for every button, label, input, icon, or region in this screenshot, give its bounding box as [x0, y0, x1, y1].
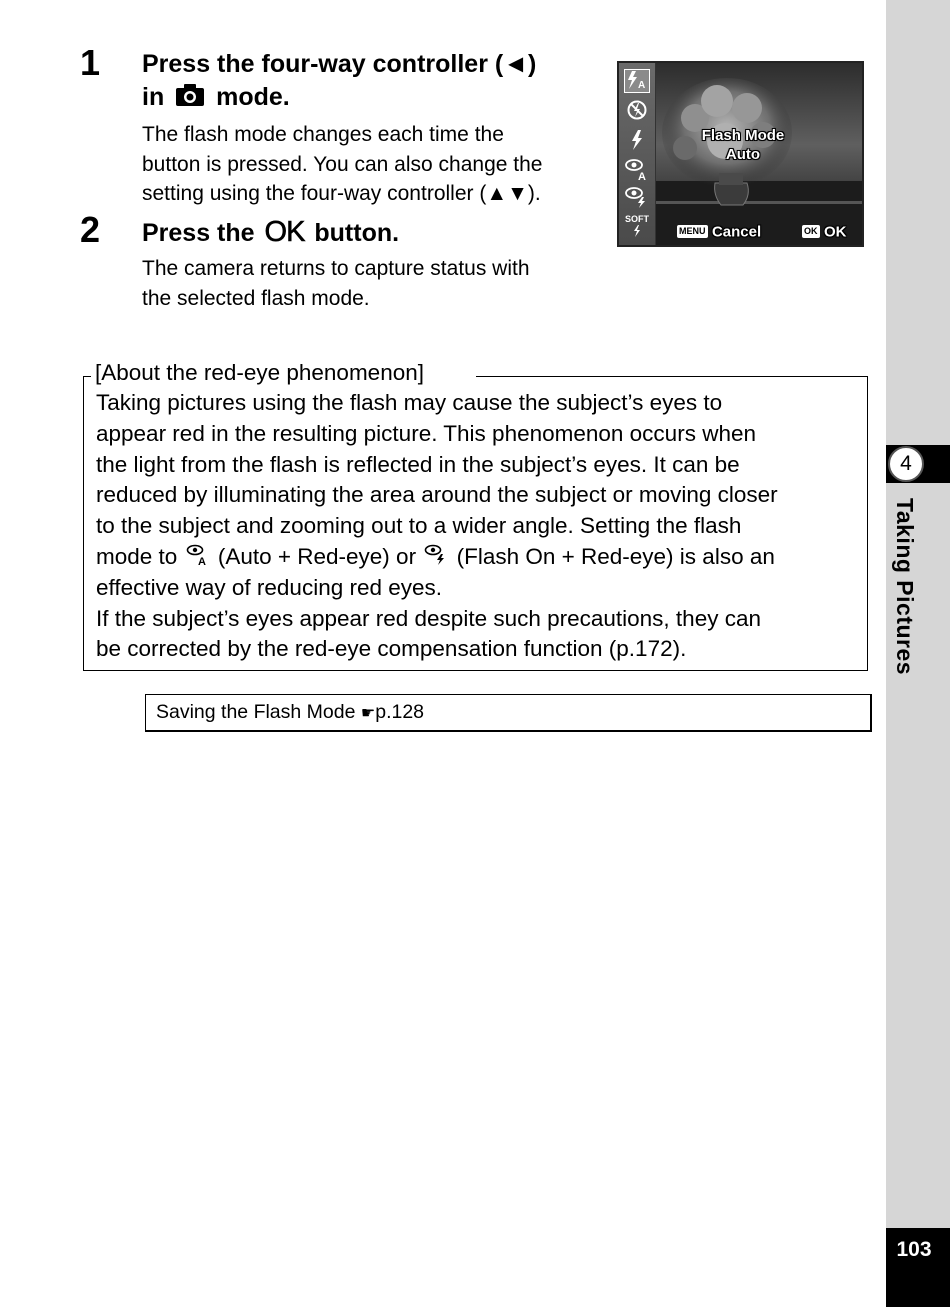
step-2-body	[142, 254, 530, 313]
red-eye-mode-line-post: (Flash On + Red-eye) is also an	[456, 543, 775, 569]
cross-reference-label: Saving the Flash Mode	[156, 701, 356, 723]
camera-lcd-screenshot	[617, 61, 864, 247]
pointing-hand-icon: ☛	[360, 705, 376, 722]
red-eye-note-line: reduced by illuminating the area around the subject or moving closer	[96, 482, 778, 508]
red-eye-note-mode-line	[96, 542, 862, 573]
cross-reference-page: p.128	[375, 701, 425, 723]
svg-text:A: A	[638, 171, 646, 181]
chapter-title: Taking Pictures	[892, 498, 918, 676]
step-1-body-line: setting using the four-way controller (▲▼).	[142, 182, 541, 205]
flash-on-red-eye-icon[interactable]	[624, 185, 650, 209]
page-number: 103	[896, 1238, 932, 1261]
cross-reference-text[interactable]	[156, 700, 424, 726]
red-eye-note-line: the light from the flash is reflected in the subject’s eyes. It can be	[96, 451, 740, 477]
menu-cancel-hint[interactable]	[677, 223, 761, 241]
red-eye-note-title: [About the red-eye phenomenon]	[95, 359, 428, 387]
cross-reference-box	[145, 694, 872, 732]
step-1-heading-mode: mode.	[216, 83, 290, 111]
flash-mode-icon-column	[619, 63, 656, 245]
red-eye-note-line: effective way of reducing red eyes.	[96, 574, 443, 600]
step-1-body	[142, 120, 542, 209]
step-2-heading-pre: Press the	[142, 219, 255, 247]
red-eye-note-line: If the subject’s eyes appear red despite such precautions, they can	[96, 605, 761, 631]
red-eye-box-top-right-border	[476, 376, 868, 377]
svg-text:A: A	[197, 556, 206, 567]
flash-auto-icon[interactable]	[624, 69, 650, 93]
step-2-number: 2	[80, 209, 101, 250]
step-1-body-line: button is pressed. You can also change the	[142, 152, 543, 176]
step-1-number: 1	[80, 42, 101, 83]
soft-flash-icon[interactable]	[624, 213, 650, 237]
flash-on-red-eye-icon	[424, 544, 448, 566]
ok-button-label: OK	[264, 216, 305, 248]
flash-mode-value: Auto	[725, 146, 761, 163]
soft-flash-label: SOFT	[625, 214, 649, 224]
ok-label: OK	[823, 223, 847, 241]
chapter-number: 4	[888, 446, 924, 482]
step-2-heading-post: button.	[314, 219, 400, 247]
step-2-heading	[142, 216, 399, 250]
flash-off-icon[interactable]	[624, 99, 650, 123]
red-eye-mode-line-pre: mode to	[96, 543, 178, 569]
red-eye-mode-line-mid: (Auto + Red-eye) or	[217, 543, 417, 569]
red-eye-note-text	[96, 388, 862, 665]
step-1-heading-in: in	[142, 83, 165, 111]
auto-red-eye-icon	[186, 544, 210, 566]
step-1-heading-line2	[142, 81, 536, 114]
red-eye-note-line: Taking pictures using the flash may cause the subject’s eyes to	[96, 390, 723, 415]
flash-mode-overlay-label: Flash Mode	[701, 127, 785, 144]
step-2-body-line: The camera returns to capture status with	[142, 257, 530, 280]
red-eye-note-line: be corrected by the red-eye compensation function (p.172).	[96, 636, 687, 662]
ok-button-tag: OK	[804, 226, 818, 237]
svg-text:A: A	[638, 80, 646, 90]
step-1-body-line: The flash mode changes each time the	[142, 123, 504, 146]
red-eye-box-top-left-border	[83, 376, 91, 377]
camera-icon	[175, 83, 205, 107]
red-eye-note-line: appear red in the resulting picture. This phenomenon occurs when	[96, 420, 756, 446]
step-2-body-line: the selected flash mode.	[142, 286, 370, 310]
ok-confirm-hint[interactable]	[802, 223, 846, 241]
cancel-label: Cancel	[711, 223, 762, 241]
auto-red-eye-icon[interactable]	[624, 157, 650, 181]
step-1-heading-line1: Press the four-way controller (◄)	[142, 50, 537, 78]
menu-button-tag: MENU	[679, 226, 706, 237]
red-eye-note-line: to the subject and zooming out to a wider angle. Setting the flash	[96, 513, 742, 539]
flash-on-icon[interactable]	[624, 129, 650, 153]
step-1-heading	[142, 48, 536, 114]
